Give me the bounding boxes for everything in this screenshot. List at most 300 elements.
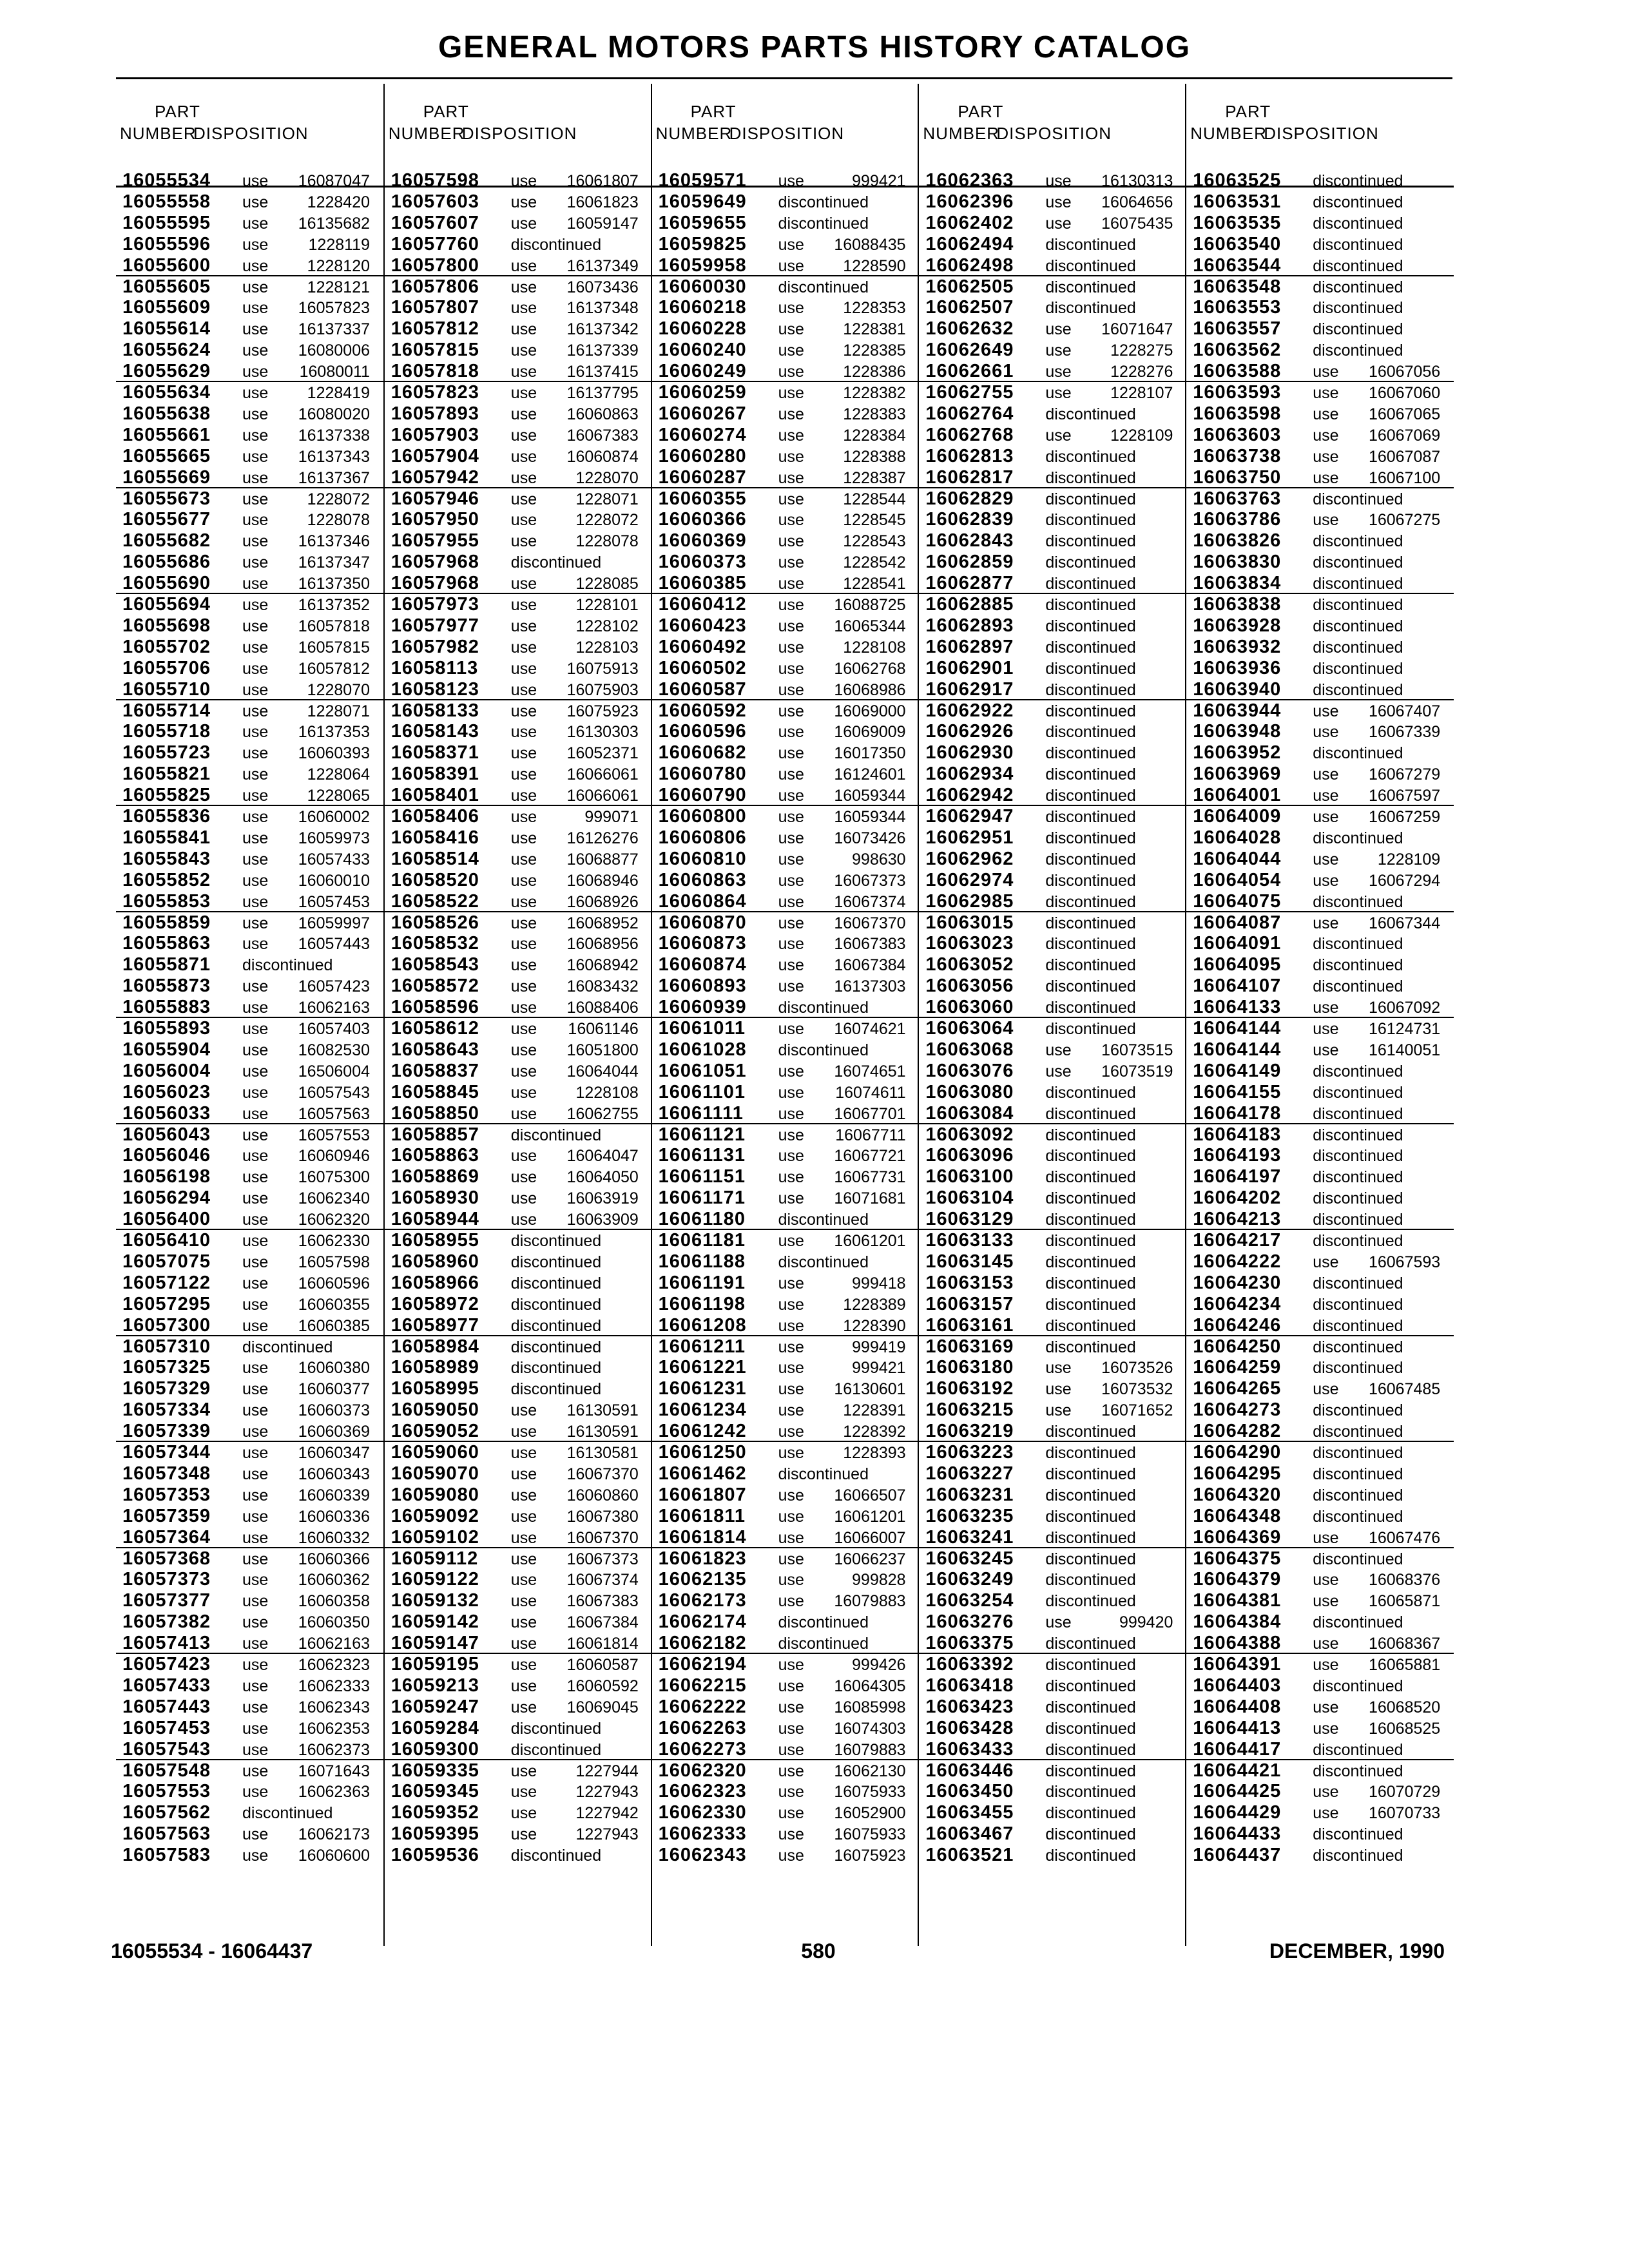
disposition-text: discontinued xyxy=(1045,1338,1136,1356)
disposition-use xyxy=(242,1273,371,1294)
disposition-use xyxy=(242,1782,371,1802)
use-label: use xyxy=(510,1825,537,1844)
disposition-use xyxy=(242,722,371,742)
part-row xyxy=(652,1294,920,1315)
part-row xyxy=(385,403,652,425)
part-row xyxy=(385,1781,652,1802)
disposition-use xyxy=(242,1040,371,1061)
disposition-use xyxy=(242,1379,371,1399)
use-label: use xyxy=(1045,193,1072,211)
part-number: 16063525 xyxy=(1193,170,1282,191)
row-group xyxy=(919,594,1186,700)
part-row xyxy=(919,340,1186,361)
part-number: 16063593 xyxy=(1193,382,1282,403)
disposition-use xyxy=(778,934,907,954)
use-label: use xyxy=(778,341,804,360)
part-row xyxy=(116,276,383,298)
use-label: use xyxy=(778,1423,804,1441)
replacement-part-number: 16075300 xyxy=(298,1168,370,1187)
use-label: use xyxy=(510,214,537,233)
part-row xyxy=(919,1590,1186,1611)
part-number: 16064144 xyxy=(1193,1018,1282,1039)
replacement-part-number: 1228107 xyxy=(1110,384,1173,402)
part-number: 16057603 xyxy=(390,191,479,212)
part-row xyxy=(1186,827,1454,849)
part-row xyxy=(385,1145,652,1166)
disposition-use xyxy=(242,1019,371,1039)
part-number: 16057982 xyxy=(390,636,479,657)
disposition-use xyxy=(511,256,640,276)
part-number: 16064348 xyxy=(1193,1505,1282,1526)
part-number: 16063068 xyxy=(925,1039,1014,1060)
replacement-part-number: 16057453 xyxy=(298,892,370,911)
part-row xyxy=(385,870,652,891)
part-row xyxy=(385,1718,652,1739)
part-number: 16059142 xyxy=(390,1611,479,1633)
use-label: use xyxy=(242,384,269,402)
part-row xyxy=(652,933,920,954)
disposition-text: discontinued xyxy=(1313,596,1403,614)
replacement-part-number: 16057553 xyxy=(298,1126,370,1144)
part-row xyxy=(385,1187,652,1209)
disposition-text: discontinued xyxy=(1045,871,1136,890)
disposition-text: discontinued xyxy=(1045,638,1136,657)
disposition-use xyxy=(242,531,371,552)
disposition-use xyxy=(511,1591,640,1611)
part-row xyxy=(1186,1145,1454,1166)
disposition-use xyxy=(1313,1633,1441,1654)
part-row xyxy=(385,530,652,552)
part-number: 16062263 xyxy=(658,1717,747,1738)
part-number: 16061823 xyxy=(658,1548,747,1569)
disposition-use xyxy=(778,955,907,975)
part-row xyxy=(652,1569,920,1590)
replacement-part-number: 16065871 xyxy=(1368,1592,1441,1611)
part-number: 16058972 xyxy=(390,1293,479,1314)
replacement-part-number: 16060355 xyxy=(298,1295,370,1314)
disposition-use xyxy=(1045,1040,1174,1061)
row-group xyxy=(1186,1760,1454,1867)
part-row xyxy=(1186,213,1454,234)
disposition-use xyxy=(511,573,640,594)
replacement-part-number: 16124601 xyxy=(834,765,906,784)
replacement-part-number: 16060860 xyxy=(566,1486,639,1504)
part-number: 16063932 xyxy=(1193,636,1282,657)
part-number: 16062951 xyxy=(925,827,1014,848)
part-number: 16055609 xyxy=(122,297,211,318)
row-group xyxy=(1186,1442,1454,1548)
part-number: 16062649 xyxy=(925,340,1014,361)
use-label: use xyxy=(778,680,804,699)
disposition-text: discontinued xyxy=(1045,511,1136,530)
use-label: use xyxy=(778,702,804,720)
use-label: use xyxy=(510,1168,537,1187)
replacement-part-number: 16062340 xyxy=(298,1189,370,1208)
part-header-label: PART xyxy=(958,102,1004,121)
disposition-text: discontinued xyxy=(1313,1104,1403,1123)
use-label: use xyxy=(1313,1719,1339,1738)
part-row xyxy=(919,615,1186,637)
disposition-text: discontinued xyxy=(1313,935,1403,954)
part-row xyxy=(116,1145,383,1166)
part-number: 16064044 xyxy=(1193,848,1282,869)
disposition-use xyxy=(1313,913,1441,934)
use-label: use xyxy=(242,1062,269,1081)
use-label: use xyxy=(1313,1380,1339,1399)
disposition-use xyxy=(778,1316,907,1336)
replacement-part-number: 16067056 xyxy=(1368,363,1441,381)
disposition-use xyxy=(778,616,907,637)
disposition-use xyxy=(242,235,371,255)
part-row xyxy=(652,1442,920,1463)
part-number: 16058123 xyxy=(390,678,479,700)
replacement-part-number: 16068942 xyxy=(566,956,639,975)
part-header-label: PART xyxy=(690,102,737,121)
part-number: 16063838 xyxy=(1193,594,1282,615)
disposition-use xyxy=(511,1506,640,1527)
replacement-part-number: 1228071 xyxy=(575,490,639,508)
part-row xyxy=(1186,340,1454,361)
disposition-header-label: DISPOSITION xyxy=(996,124,1112,143)
use-label: use xyxy=(1045,1062,1072,1081)
part-number: 16064230 xyxy=(1193,1272,1282,1293)
row-group xyxy=(116,1336,383,1443)
replacement-part-number: 16062353 xyxy=(298,1719,370,1738)
replacement-part-number: 999071 xyxy=(584,808,639,826)
catalog-column xyxy=(116,84,383,1946)
replacement-part-number: 1228078 xyxy=(307,511,370,530)
disposition-text: discontinued xyxy=(1313,829,1403,847)
use-label: use xyxy=(778,511,804,530)
disposition-use xyxy=(511,1761,640,1782)
part-row xyxy=(116,530,383,552)
use-label: use xyxy=(242,553,269,572)
part-row xyxy=(919,700,1186,722)
part-row xyxy=(385,721,652,742)
part-number: 16057904 xyxy=(390,445,479,466)
disposition-text: discontinued xyxy=(1313,235,1403,254)
disposition-text: discontinued xyxy=(510,1359,602,1378)
part-number: 16064429 xyxy=(1193,1802,1282,1823)
part-row xyxy=(116,933,383,954)
use-label: use xyxy=(510,659,537,678)
use-label: use xyxy=(510,1635,537,1653)
part-row xyxy=(385,1103,652,1124)
use-label: use xyxy=(242,1147,269,1166)
disposition-text: discontinued xyxy=(1045,1571,1136,1590)
row-group xyxy=(1186,912,1454,1019)
disposition-use xyxy=(778,595,907,615)
disposition-text: discontinued xyxy=(1045,1465,1136,1483)
disposition-use xyxy=(511,807,640,827)
replacement-part-number: 16137367 xyxy=(298,468,370,487)
use-label: use xyxy=(778,871,804,890)
part-row xyxy=(385,552,652,573)
disposition-use xyxy=(242,807,371,827)
disposition-use xyxy=(242,468,371,488)
disposition-use xyxy=(778,256,907,276)
part-row xyxy=(1186,975,1454,997)
part-row xyxy=(116,975,383,997)
replacement-part-number: 1228390 xyxy=(843,1316,906,1335)
part-number: 16057453 xyxy=(122,1717,211,1738)
replacement-part-number: 16062363 xyxy=(298,1783,370,1802)
row-group xyxy=(385,594,652,700)
disposition-use xyxy=(511,701,640,722)
use-label: use xyxy=(778,1528,804,1547)
part-row xyxy=(652,467,920,488)
disposition-use xyxy=(778,849,907,870)
part-number: 16055682 xyxy=(122,530,211,552)
disposition-text: discontinued xyxy=(1045,1253,1136,1271)
use-label: use xyxy=(778,1104,804,1123)
disposition-use xyxy=(778,1104,907,1124)
part-number: 16058514 xyxy=(390,848,479,869)
part-number: 16059102 xyxy=(390,1526,479,1548)
part-number: 16064408 xyxy=(1193,1696,1282,1717)
disposition-use xyxy=(242,1570,371,1590)
replacement-part-number: 16061201 xyxy=(834,1507,906,1526)
use-label: use xyxy=(242,1592,269,1611)
part-number: 16063423 xyxy=(925,1696,1014,1717)
use-label: use xyxy=(778,575,804,593)
disposition-text: discontinued xyxy=(1313,1126,1403,1144)
part-number: 16055665 xyxy=(122,445,211,466)
replacement-part-number: 16061823 xyxy=(566,193,639,211)
part-number: 16057339 xyxy=(122,1421,211,1442)
disposition-text: discontinued xyxy=(1045,1211,1136,1229)
disposition-use xyxy=(511,1443,640,1463)
part-row xyxy=(116,213,383,234)
disposition-text: discontinued xyxy=(1313,956,1403,975)
disposition-use xyxy=(242,1209,371,1230)
part-number: 16058401 xyxy=(390,785,479,806)
part-row xyxy=(1186,382,1454,403)
disposition-text: discontinued xyxy=(1045,1147,1136,1166)
part-number: 16055661 xyxy=(122,424,211,445)
part-number: 16055534 xyxy=(122,170,211,191)
part-row xyxy=(1186,276,1454,298)
part-row xyxy=(116,1739,383,1760)
part-row xyxy=(385,1294,652,1315)
replacement-part-number: 16062130 xyxy=(834,1762,906,1780)
disposition-use xyxy=(511,1167,640,1187)
use-label: use xyxy=(1313,426,1339,445)
part-row xyxy=(385,785,652,806)
replacement-part-number: 1227942 xyxy=(575,1804,639,1823)
replacement-part-number: 16140051 xyxy=(1368,1041,1441,1059)
disposition-use xyxy=(1045,425,1174,446)
part-number: 16057598 xyxy=(390,170,479,191)
disposition-text: discontinued xyxy=(242,1338,333,1356)
replacement-part-number: 16068986 xyxy=(834,680,906,699)
use-label: use xyxy=(778,1698,804,1716)
part-number: 16058526 xyxy=(390,912,479,933)
disposition-use xyxy=(242,510,371,530)
part-number: 16058406 xyxy=(390,806,479,827)
part-number: 16063096 xyxy=(925,1145,1014,1166)
use-label: use xyxy=(1313,702,1339,720)
row-group xyxy=(1186,170,1454,276)
part-row xyxy=(652,1485,920,1506)
use-label: use xyxy=(1313,1253,1339,1271)
part-number: 16062768 xyxy=(925,424,1014,445)
part-number: 16058143 xyxy=(390,721,479,742)
part-number: 16057325 xyxy=(122,1357,211,1378)
part-row xyxy=(116,827,383,849)
disposition-use xyxy=(242,595,371,615)
row-group xyxy=(652,170,920,276)
part-row xyxy=(1186,191,1454,213)
part-row xyxy=(652,700,920,722)
part-number: 16057548 xyxy=(122,1760,211,1781)
disposition-use xyxy=(511,489,640,510)
disposition-use xyxy=(511,913,640,934)
disposition-text: discontinued xyxy=(1045,829,1136,847)
part-number: 16060863 xyxy=(658,869,747,890)
part-row xyxy=(652,297,920,318)
part-row xyxy=(116,234,383,255)
disposition-text: discontinued xyxy=(1313,1740,1403,1759)
part-number: 16055600 xyxy=(122,255,211,276)
replacement-part-number: 16060380 xyxy=(298,1359,370,1378)
use-label: use xyxy=(1045,1041,1072,1059)
part-number: 16064403 xyxy=(1193,1675,1282,1696)
part-row xyxy=(919,1781,1186,1802)
use-label: use xyxy=(510,1104,537,1123)
replacement-part-number: 1228389 xyxy=(843,1295,906,1314)
part-row xyxy=(116,1442,383,1463)
part-number: 16060780 xyxy=(658,764,747,785)
part-number: 16063830 xyxy=(1193,552,1282,573)
part-number: 16060423 xyxy=(658,615,747,636)
part-row xyxy=(919,594,1186,615)
part-number: 16063562 xyxy=(1193,340,1282,361)
use-label: use xyxy=(510,575,537,593)
disposition-use xyxy=(242,1421,371,1442)
part-number: 16064246 xyxy=(1193,1314,1282,1336)
disposition-text: discontinued xyxy=(1045,299,1136,318)
part-number: 16064425 xyxy=(1193,1781,1282,1802)
replacement-part-number: 16062755 xyxy=(566,1104,639,1123)
part-row xyxy=(919,170,1186,191)
disposition-text: discontinued xyxy=(1045,575,1136,593)
part-number: 16055871 xyxy=(122,954,211,975)
use-label: use xyxy=(510,511,537,530)
part-number: 16062877 xyxy=(925,573,1014,594)
replacement-part-number: 16059973 xyxy=(298,829,370,847)
use-label: use xyxy=(778,405,804,423)
disposition-use xyxy=(242,1464,371,1485)
disposition-use xyxy=(1313,468,1441,488)
replacement-part-number: 16068952 xyxy=(566,914,639,932)
replacement-part-number: 16060010 xyxy=(298,871,370,890)
use-label: use xyxy=(510,638,537,657)
replacement-part-number: 16057818 xyxy=(298,617,370,635)
replacement-part-number: 16067344 xyxy=(1368,914,1441,932)
row-group xyxy=(1186,594,1454,700)
replacement-part-number: 16085998 xyxy=(834,1698,906,1716)
replacement-part-number: 16506004 xyxy=(298,1062,370,1081)
disposition-text: discontinued xyxy=(1045,405,1136,423)
replacement-part-number: 16052371 xyxy=(566,744,639,763)
disposition-use xyxy=(511,192,640,213)
part-number: 16062934 xyxy=(925,764,1014,785)
use-label: use xyxy=(778,1507,804,1526)
use-label: use xyxy=(1313,723,1339,742)
use-label: use xyxy=(778,935,804,954)
part-number: 16057812 xyxy=(390,318,479,340)
row-group xyxy=(1186,488,1454,595)
use-label: use xyxy=(778,1783,804,1802)
disposition-use xyxy=(242,489,371,510)
part-number: 16055706 xyxy=(122,657,211,678)
part-row xyxy=(652,403,920,425)
replacement-part-number: 16073515 xyxy=(1101,1041,1173,1059)
use-label: use xyxy=(778,1677,804,1695)
part-row xyxy=(919,1739,1186,1760)
part-number: 16063428 xyxy=(925,1717,1014,1738)
disposition-use xyxy=(242,404,371,425)
part-number: 16063015 xyxy=(925,912,1014,933)
part-number: 16060228 xyxy=(658,318,747,340)
part-row xyxy=(919,1061,1186,1082)
disposition-use xyxy=(778,637,907,658)
part-number: 16059195 xyxy=(390,1654,479,1675)
part-number: 16063928 xyxy=(1193,615,1282,636)
replacement-part-number: 16075933 xyxy=(834,1825,906,1844)
part-header-label: PART xyxy=(155,102,200,121)
part-row xyxy=(652,234,920,255)
part-row xyxy=(1186,912,1454,934)
disposition-text: discontinued xyxy=(1313,1295,1403,1314)
part-number: 16063223 xyxy=(925,1442,1014,1463)
part-row xyxy=(385,933,652,954)
part-number: 16055614 xyxy=(122,318,211,340)
part-row xyxy=(1186,679,1454,700)
part-number: 16063455 xyxy=(925,1802,1014,1823)
part-row xyxy=(385,573,652,594)
disposition-use xyxy=(242,1400,371,1421)
disposition-use xyxy=(511,298,640,318)
disposition-use xyxy=(242,1104,371,1124)
replacement-part-number: 16080020 xyxy=(298,405,370,423)
replacement-part-number: 16060362 xyxy=(298,1571,370,1590)
part-row xyxy=(385,764,652,785)
part-row xyxy=(652,1315,920,1336)
disposition-use xyxy=(778,171,907,191)
part-number: 16059060 xyxy=(390,1442,479,1463)
replacement-part-number: 16017350 xyxy=(834,744,906,763)
row-group xyxy=(652,488,920,595)
disposition-use xyxy=(778,1845,907,1866)
use-label: use xyxy=(242,617,269,635)
replacement-part-number: 16070729 xyxy=(1368,1783,1441,1802)
replacement-part-number: 16068525 xyxy=(1368,1719,1441,1738)
disposition-use xyxy=(511,319,640,340)
part-number: 16060790 xyxy=(658,785,747,806)
disposition-text: discontinued xyxy=(1045,596,1136,614)
use-label: use xyxy=(242,1295,269,1314)
part-row xyxy=(652,1527,920,1548)
part-number: 16055723 xyxy=(122,742,211,764)
part-number: 16057760 xyxy=(390,233,479,255)
replacement-part-number: 16067065 xyxy=(1368,405,1441,423)
part-number: 16064144 xyxy=(1193,1039,1282,1060)
disposition-use xyxy=(778,1082,907,1103)
part-row xyxy=(919,552,1186,573)
part-row xyxy=(116,1569,383,1590)
